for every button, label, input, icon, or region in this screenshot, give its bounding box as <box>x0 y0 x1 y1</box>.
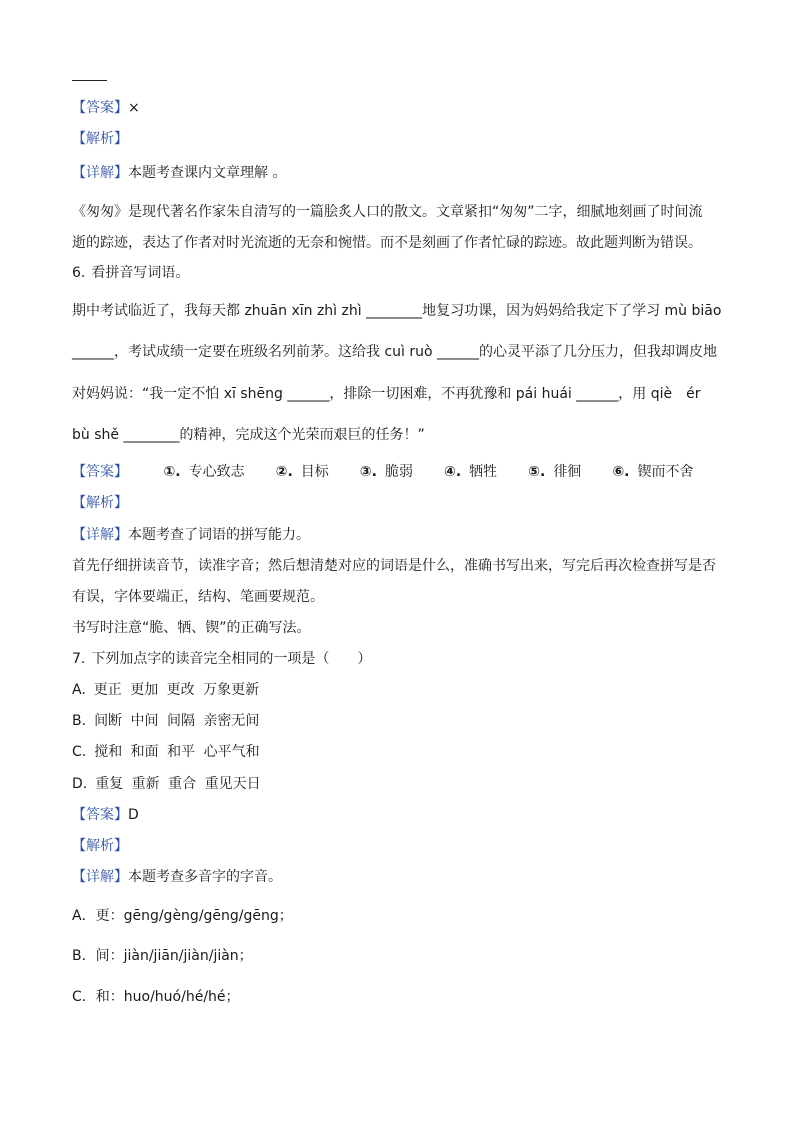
q7-answer-row <box>72 805 139 825</box>
option-letter: B. <box>72 713 87 729</box>
answer-word: 脆弱 <box>384 464 413 480</box>
q6-number: 6. <box>72 265 86 281</box>
option-text: 搅和 和面 和平 心平气和 <box>94 744 260 760</box>
q5-detail-row <box>72 163 286 183</box>
analysis-label: 【解析】 <box>72 131 128 147</box>
q7-detail-row <box>72 867 282 887</box>
answer-number: ⑤. <box>528 464 546 480</box>
q7-analysis-row <box>72 836 128 856</box>
q7-option-a <box>72 680 259 700</box>
q6-answer-item <box>276 462 329 482</box>
q7-number: 7. <box>72 651 86 667</box>
q7-answer: D <box>128 807 139 823</box>
option-text: 更正 更加 更改 万象更新 <box>93 682 260 698</box>
q7-option-b <box>72 711 259 731</box>
q5-answer-row <box>72 98 140 118</box>
q6-explanation-line: 有误，字体要端正，结构、笔画要规范。 <box>72 589 324 605</box>
q6-analysis-row <box>72 493 128 513</box>
analysis-label: 【解析】 <box>72 838 128 854</box>
q7-option-c <box>72 742 260 762</box>
detail-label: 【详解】 <box>72 869 128 885</box>
answer-word: 锲而不舍 <box>637 464 694 480</box>
q5-detail-text: 本题考查课内文章理解 。 <box>128 165 287 181</box>
q6-answer-item <box>444 462 497 482</box>
q7-title <box>72 649 371 669</box>
q6-detail-row <box>72 525 310 545</box>
option-letter: A. <box>72 682 86 698</box>
q6-detail-text: 本题考查了词语的拼写能力。 <box>128 527 310 543</box>
q6-title-text: 看拼音写词语。 <box>91 265 190 281</box>
answer-number: ②. <box>275 464 293 480</box>
option-letter: D. <box>72 776 88 792</box>
option-text: 重复 重新 重合 重见天日 <box>95 776 261 792</box>
q7-explanation-line: B．间：jiàn/jiān/jiàn/jiàn； <box>72 948 253 964</box>
q6-passage-line: ______，考试成绩一定要在班级名列前茅。这给我 cuì ruò ______的心灵平添了几分压力，但我却调皮地 <box>72 344 718 360</box>
q7-title-text: 下列加点字的读音完全相同的一项是（ ） <box>91 651 372 667</box>
q5-analysis-row <box>72 129 128 149</box>
q6-passage-line: 对妈妈说：“我一定不怕 xī shēng ______，排除一切困难，不再犹豫和 pái huái ______，用 qiè ér <box>72 386 701 402</box>
answer-word: 牺牲 <box>469 464 498 480</box>
q5-explanation-line: 《匆匆》是现代著名作家朱自清写的一篇脍炙人口的散文。文章紧扣“匆匆”二字，细腻地刻画了时间流 <box>72 204 703 220</box>
q6-explanation-line: 书写时注意“脆、牺、锲”的正确写法。 <box>72 620 311 636</box>
analysis-label: 【解析】 <box>72 495 128 511</box>
detail-label: 【详解】 <box>72 527 128 543</box>
answer-word: 专心致志 <box>188 464 245 480</box>
answer-label: 【答案】 <box>72 100 128 116</box>
q5-answer: × <box>128 100 140 116</box>
option-text: 间断 中间 间隔 亲密无间 <box>94 713 260 729</box>
option-letter: C. <box>72 744 87 760</box>
answer-number: ⑥. <box>612 464 630 480</box>
q5-explanation-line: 逝的踪迹，表达了作者对时光流逝的无奈和惋惜。而不是刻画了作者忙碌的踪迹。故此题判断为错误。 <box>72 235 702 251</box>
answer-number: ①. <box>163 464 181 480</box>
q6-answer-item <box>163 462 244 482</box>
q7-explanation-line: C．和：huo/huó/hé/hé； <box>72 989 240 1005</box>
q7-explanation-line: A．更：gēng/gèng/gēng/gēng； <box>72 908 293 924</box>
q7-detail-text: 本题考查多音字的字音。 <box>128 869 282 885</box>
answer-number: ④. <box>443 464 462 480</box>
q6-passage-line: bù shě ________的精神，完成这个光荣而艰巨的任务！” <box>72 427 425 443</box>
answer-label: 【答案】 <box>72 807 128 823</box>
answer-word: 徘徊 <box>553 464 582 480</box>
q6-answer-item <box>360 462 413 482</box>
q6-answer-row <box>72 462 693 482</box>
q6-answer-item <box>528 462 581 482</box>
q6-passage-line: 期中考试临近了，我每天都 zhuān xīn zhì zhì ________地复习功课，因为妈妈给我定下了学习 mù biāo <box>72 303 722 319</box>
q7-option-d <box>72 774 261 794</box>
q6-answer-item <box>612 462 693 482</box>
detail-label: 【详解】 <box>72 165 128 181</box>
answer-number: ③. <box>359 464 377 480</box>
answer-blank-line <box>72 80 107 81</box>
q6-explanation-line: 首先仔细拼读音节，读准字音；然后想清楚对应的词语是什么，准确书写出来，写完后再次检查拼写是否 <box>72 558 716 574</box>
answer-word: 目标 <box>300 464 329 480</box>
answer-label: 【答案】 <box>72 464 128 480</box>
q6-title <box>72 263 189 283</box>
